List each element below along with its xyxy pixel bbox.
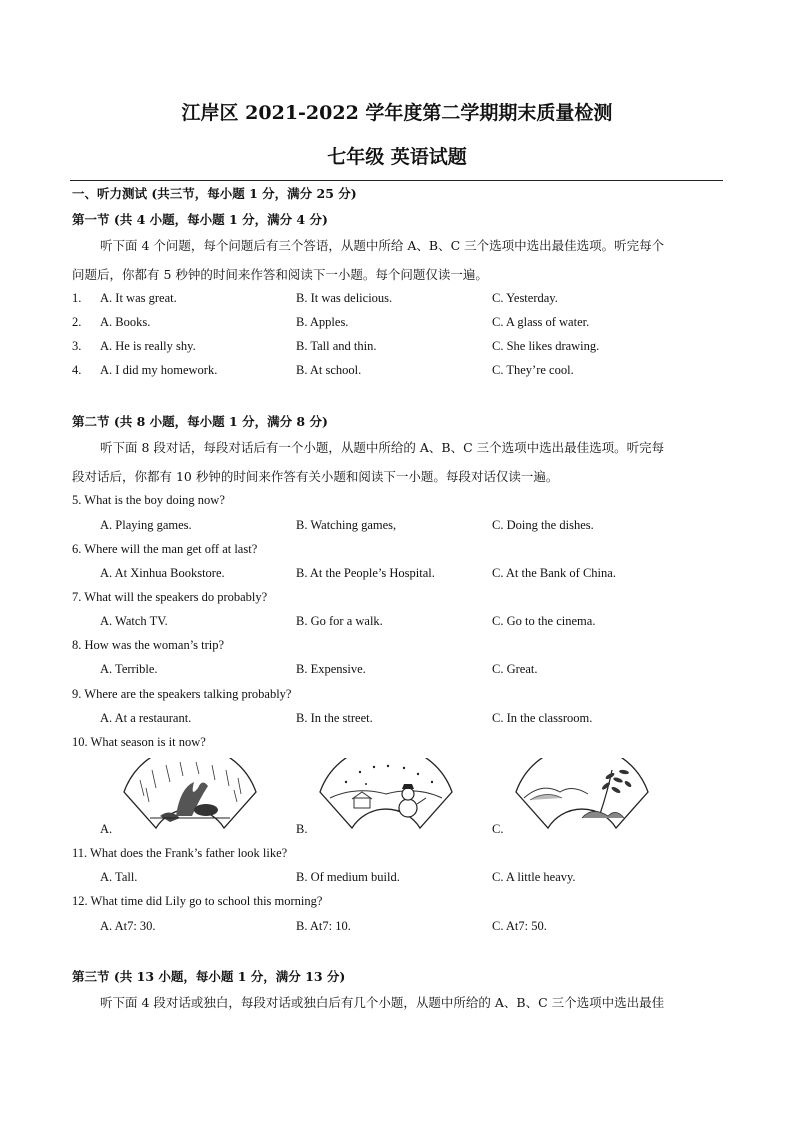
sec2-instructions <box>72 435 724 461</box>
option-c: C. A glass of water. <box>492 315 590 329</box>
question-text: 11. What does the Frank’s father look like? <box>72 846 288 860</box>
option-a: A. At7: 30. <box>100 919 156 933</box>
option-b: B. Apples. <box>296 315 349 329</box>
exam-subtitle: 七年级 英语试题 <box>327 146 467 168</box>
sec2-instr-line2: 段对话后，你都有 10 秒钟的时间来作答有关小题和阅读下一小题。每段对话仅读一遍。 <box>72 469 559 484</box>
part1-heading: 一、听力测试 (共三节，每小题 1 分，满分 25 分) <box>72 186 357 201</box>
sec3-instructions <box>72 990 724 1016</box>
question-text: 7. What will the speakers do probably? <box>72 590 268 604</box>
option-a: A. Terrible. <box>100 662 158 676</box>
option-b: B. Go for a walk. <box>296 614 383 628</box>
option-c: C. At the Bank of China. <box>492 566 616 580</box>
option-a: A. Watch TV. <box>100 614 168 628</box>
option-b: B. It was delicious. <box>296 291 393 305</box>
question-text: 10. What season is it now? <box>72 735 206 749</box>
sec2-instr-line1: 听下面 8 段对话，每段对话后有一个小题，从题中所给的 A、B、C 三个选项中选出最佳选项。听完每 <box>100 440 665 455</box>
option-b: B. <box>296 822 308 836</box>
option-c: C. <box>492 822 504 836</box>
sec1-heading: 第一节 (共 4 小题，每小题 1 分，满分 4 分) <box>72 212 328 227</box>
option-a: A. At Xinhua Bookstore. <box>100 566 225 580</box>
option-b: B. In the street. <box>296 711 373 725</box>
autumn-reed-fan-picture <box>512 758 652 832</box>
option-a: A. It was great. <box>100 291 177 305</box>
item-number: 4. <box>72 363 82 377</box>
sec3-instr-line1: 听下面 4 段对话或独白，每段对话或独白后有几个小题，从题中所给的 A、B、C 三个选项中选出最佳 <box>100 995 665 1010</box>
option-c: C. At7: 50. <box>492 919 547 933</box>
option-a: A. He is really shy. <box>100 339 196 353</box>
option-c: C. Great. <box>492 662 538 676</box>
option-a: A. Books. <box>100 315 151 329</box>
question-text: 8. How was the woman’s trip? <box>72 638 225 652</box>
option-b: B. At the People’s Hospital. <box>296 566 435 580</box>
option-c: C. Yesterday. <box>492 291 558 305</box>
option-b: B. Expensive. <box>296 662 366 676</box>
option-c: C. She likes drawing. <box>492 339 600 353</box>
sec1-instr-line1: 听下面 4 个问题，每个问题后有三个答语，从题中所给 A、B、C 三个选项中选出最佳选项。听完每个 <box>100 238 665 253</box>
item-number: 2. <box>72 315 82 329</box>
item-number: 1. <box>72 291 82 305</box>
question-text: 9. Where are the speakers talking probably? <box>72 687 292 701</box>
option-c: C. In the classroom. <box>492 711 593 725</box>
sec1-instructions <box>72 233 724 259</box>
question-text: 6. Where will the man get off at last? <box>72 542 258 556</box>
option-b: B. Of medium build. <box>296 870 400 884</box>
option-b: B. Tall and thin. <box>296 339 377 353</box>
option-a: A. Playing games. <box>100 518 192 532</box>
spring-rain-fan-picture <box>120 758 260 832</box>
option-c: C. Doing the dishes. <box>492 518 594 532</box>
option-a: A. Tall. <box>100 870 138 884</box>
sec1-instr-line2: 问题后，你都有 5 秒钟的时间来作答和阅读下一小题。每个问题仅读一遍。 <box>72 267 488 282</box>
sec3-heading: 第三节 (共 13 小题，每小题 1 分，满分 13 分) <box>72 969 346 984</box>
exam-title: 江岸区 2021-2022 学年度第二学期期末质量检测 <box>181 102 613 124</box>
option-c: C. They’re cool. <box>492 363 574 377</box>
sec2-heading: 第二节 (共 8 小题，每小题 1 分，满分 8 分) <box>72 414 328 429</box>
question-text: 12. What time did Lily go to school this morning? <box>72 894 323 908</box>
option-a: A. I did my homework. <box>100 363 218 377</box>
option-a: A. <box>100 822 113 836</box>
item-number: 3. <box>72 339 82 353</box>
option-c: C. A little heavy. <box>492 870 576 884</box>
option-b: B. Watching games, <box>296 518 397 532</box>
question-text: 5. What is the boy doing now? <box>72 493 225 507</box>
option-c: C. Go to the cinema. <box>492 614 596 628</box>
winter-snowman-fan-picture <box>316 758 456 832</box>
option-b: B. At school. <box>296 363 362 377</box>
option-b: B. At7: 10. <box>296 919 351 933</box>
option-a: A. At a restaurant. <box>100 711 192 725</box>
header-rule <box>70 180 723 181</box>
